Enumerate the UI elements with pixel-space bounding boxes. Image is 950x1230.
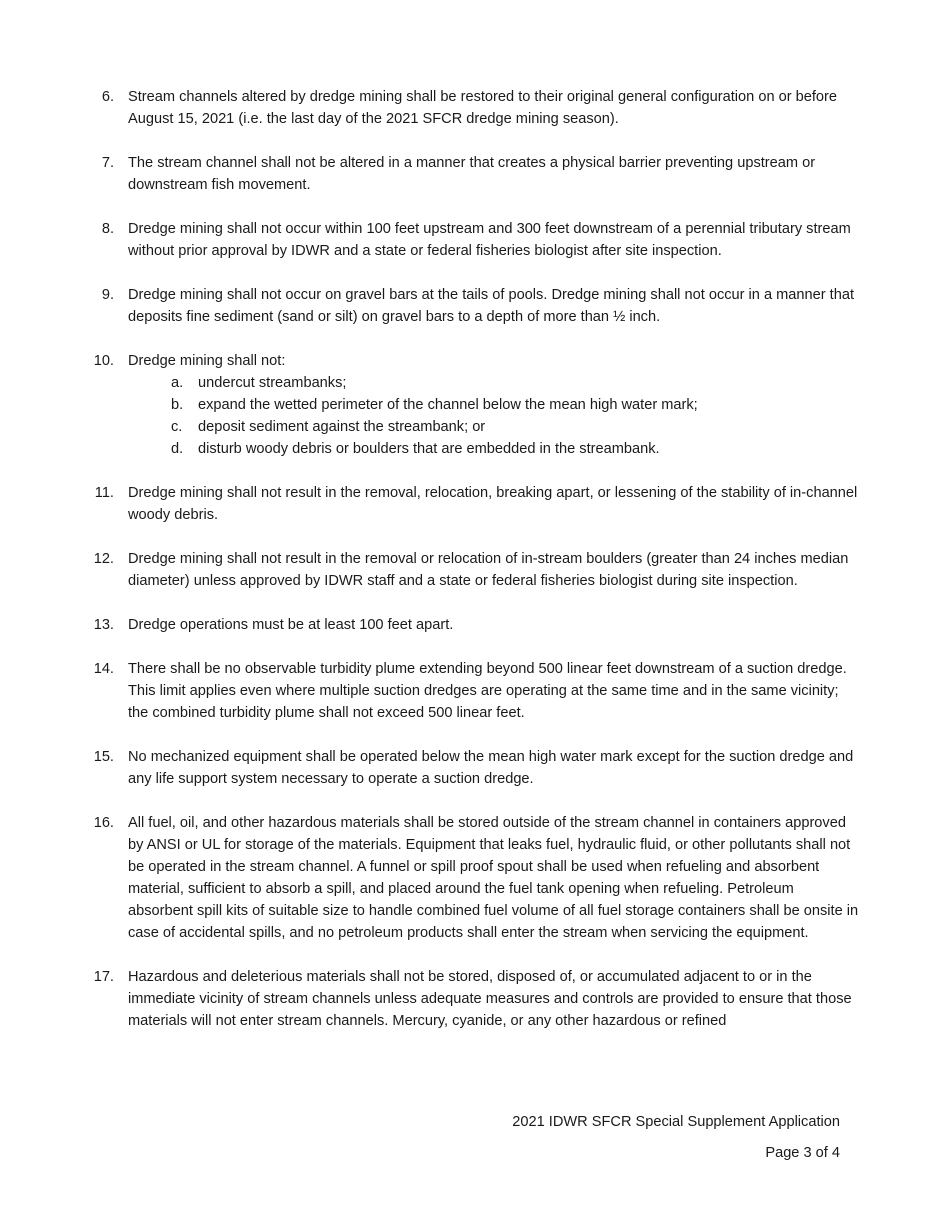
item-text: The stream channel shall not be altered in a manner that creates a physical barrier preventing upstream or downstream fish movement. (128, 155, 816, 193)
item-text: Hazardous and deleterious materials shall not be stored, disposed of, or accumulated adjacent to or in the immediate vicinity of stream channels unless adequate measures and controls are provided to ensure that those materials will not enter stream channels. Mercury, cyanide, or any other hazardous or refined (128, 969, 852, 1029)
item-number: 13. (93, 617, 114, 633)
list-item (90, 966, 860, 1032)
sub-item-letter: b. (171, 397, 184, 413)
sub-item-letter: c. (171, 419, 183, 435)
list-item (90, 152, 860, 196)
footer-title: 2021 IDWR SFCR Special Supplement Application (512, 1114, 840, 1130)
sub-item-text: deposit sediment against the streambank; or (198, 419, 486, 435)
conditions-list (90, 86, 860, 1054)
sub-list-item (128, 394, 860, 416)
item-text: Dredge mining shall not occur within 100 feet upstream and 300 feet downstream of a perennial tributary stream without prior approval by IDWR and a state or federal fisheries biologist after site inspection. (128, 221, 851, 259)
sub-list-item (128, 372, 860, 394)
list-item (90, 658, 860, 724)
item-text: Dredge mining shall not result in the removal, relocation, breaking apart, or lessening of the stability of in-channel woody debris. (128, 485, 858, 523)
item-number: 6. (101, 89, 114, 105)
list-item (90, 812, 860, 944)
item-number: 15. (93, 749, 114, 765)
list-item (90, 350, 860, 460)
sub-item-text: undercut streambanks; (198, 375, 347, 391)
list-item (90, 746, 860, 790)
list-item (90, 614, 860, 636)
item-number: 10. (93, 353, 114, 369)
list-item (90, 284, 860, 328)
item-number: 14. (93, 661, 114, 677)
item-text: Dredge mining shall not: (128, 353, 286, 369)
item-text: All fuel, oil, and other hazardous materials shall be stored outside of the stream channel in containers approved by ANSI or UL for storage of the materials. Equipment that leaks fuel, hydraulic fluid, or other pollutants shall not be operated in the stream channel. A funnel or spill proof spout shall be used when refueling and absorbent material, sufficient to absorb a spill, and placed around the fuel tank opening when refueling. Petroleum absorbent spill kits of suitable size to handle combined fuel volume of all fuel storage containers shall be onsite in case of accidental spills, and no petroleum products shall enter the stream when servicing the equipment. (128, 815, 859, 941)
item-number: 12. (93, 551, 114, 567)
list-item (90, 218, 860, 262)
sub-item-text: expand the wetted perimeter of the channel below the mean high water mark; (198, 397, 698, 413)
sub-list (128, 372, 860, 460)
item-text: Dredge operations must be at least 100 feet apart. (128, 617, 454, 633)
item-text: Stream channels altered by dredge mining shall be restored to their original general configuration on or before August 15, 2021 (i.e. the last day of the 2021 SFCR dredge mining season). (128, 89, 838, 127)
sub-item-letter: a. (171, 375, 184, 391)
list-item (90, 482, 860, 526)
item-text: No mechanized equipment shall be operated below the mean high water mark except for the suction dredge and any life support system necessary to operate a suction dredge. (128, 749, 854, 787)
sub-list-item (128, 438, 860, 460)
sub-item-text: disturb woody debris or boulders that are embedded in the streambank. (198, 441, 660, 457)
sub-list-item (128, 416, 860, 438)
list-item (90, 86, 860, 130)
item-text: Dredge mining shall not result in the removal or relocation of in-stream boulders (greater than 24 inches median diameter) unless approved by IDWR staff and a state or federal fisheries biologist during site inspection. (128, 551, 849, 589)
list-item (90, 548, 860, 592)
item-number: 17. (93, 969, 114, 985)
item-number: 7. (101, 155, 114, 171)
item-text: There shall be no observable turbidity plume extending beyond 500 linear feet downstream of a suction dredge. This limit applies even where multiple suction dredges are operating at the same time and in the same vicinity; the combined turbidity plume shall not exceed 500 linear feet. (128, 661, 847, 721)
item-number: 11. (94, 485, 114, 501)
page-number: Page 3 of 4 (765, 1145, 840, 1161)
item-text: Dredge mining shall not occur on gravel bars at the tails of pools. Dredge mining shall not occur in a manner that deposits fine sediment (sand or silt) on gravel bars to a depth of more than ½ inch. (128, 287, 855, 325)
item-number: 9. (101, 287, 114, 303)
item-number: 16. (93, 815, 114, 831)
sub-item-letter: d. (171, 441, 184, 457)
item-number: 8. (101, 221, 114, 237)
